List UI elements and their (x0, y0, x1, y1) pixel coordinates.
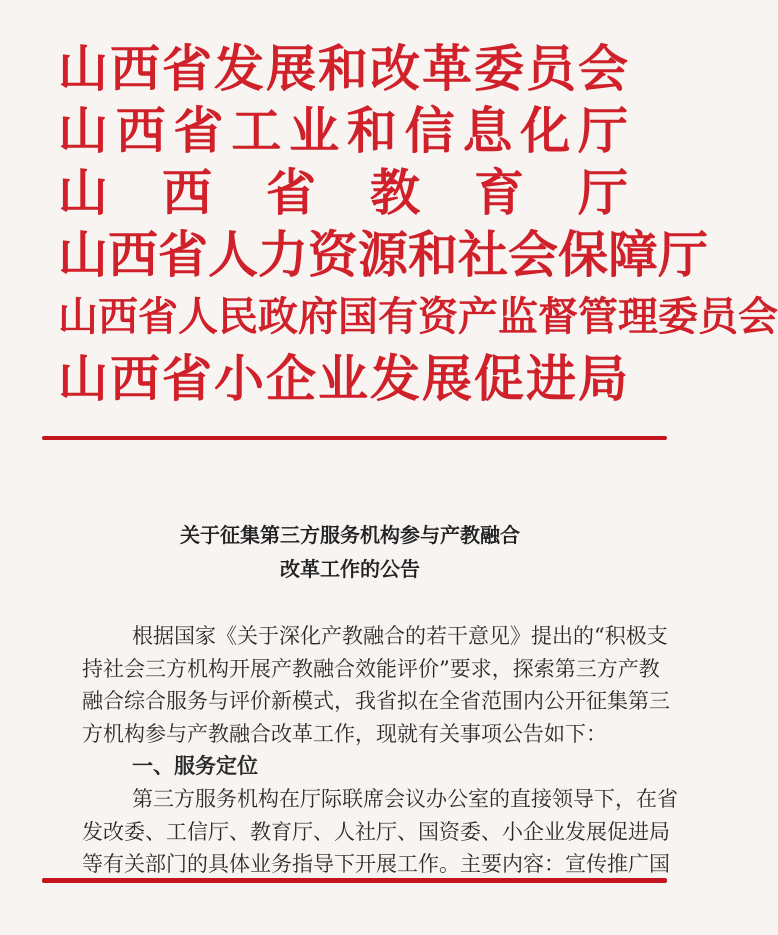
issuer-name: 山西省人力资源和社会保障厅 (58, 226, 708, 284)
document-body (82, 620, 678, 881)
body-line: 根据国家《关于深化产教融合的若干意见》提出的“积极支 (132, 624, 668, 648)
body-line: 发改委、工信厅、教育厅、人社厅、国资委、小企业发展促进局 (82, 819, 670, 844)
document-title (0, 518, 700, 586)
issuer-name: 山西省小企业发展促进局 (58, 350, 628, 408)
issuer-name: 山西省工业和信息化厅 (58, 102, 628, 160)
body-line: 持社会三方机构开展产教融合效能评价”要求，探索第三方产教 (82, 656, 660, 681)
issuer-name: 山西省发展和改革委员会 (58, 40, 628, 98)
issuer-name: 山 西 省 教 育 厅 (58, 164, 628, 222)
title-line: 关于征集第三方服务机构参与产教融合 (180, 523, 520, 547)
body-line: 融合综合服务与评价新模式，我省拟在全省范围内公开征集第三 (82, 689, 670, 714)
body-line: 第三方服务机构在厅际联席会议办公室的直接领导下，在省 (132, 786, 678, 811)
footer-red-rule (42, 878, 667, 883)
issuing-authorities (58, 38, 778, 410)
issuer-name: 山西省人民政府国有资产监督管理委员会 (58, 294, 778, 340)
body-line: 等有关部门的具体业务指导下开展工作。主要内容：宣传推广国 (82, 852, 670, 877)
section-heading: 一、服务定位 (132, 754, 258, 779)
body-line: 方机构参与产教融合改革工作，现就有关事项公告如下： (82, 721, 607, 746)
title-line: 改革工作的公告 (280, 557, 420, 581)
header-red-rule (42, 436, 667, 440)
